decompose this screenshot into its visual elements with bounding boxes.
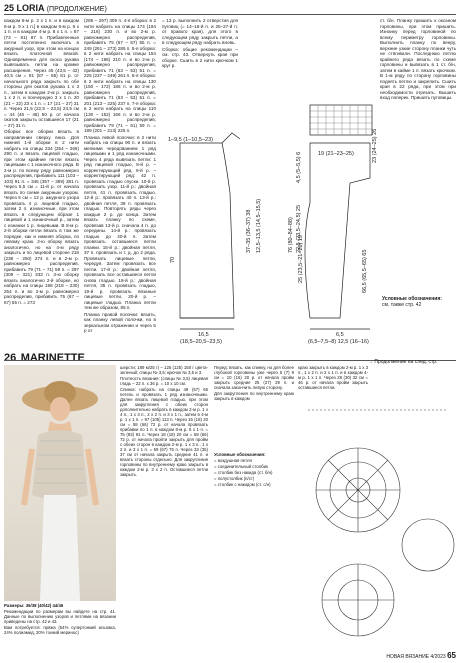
s2-paragraph: краю закрыть в каждом 2-м р. 1 x 3 п., 1 x 2 п. и 2 x 1 п. и в каждом 4-м р. 1 x 1 п. Через 28 (30) 32 см = 46 р. от начала пройм закрыть оставшиеся петли.	[298, 365, 368, 390]
dim-top-left: 1–9,5 (1–10,5–23)	[168, 137, 213, 143]
legend-title: Условные обозначения:	[382, 296, 442, 302]
dim-neck: 4,5 (5–5,5) 6	[296, 151, 302, 183]
materials-note: Вам потребуется: пряжа (54% супертонкий альпака, 24% полиамид, 20% тонкий меринос)	[4, 625, 116, 635]
marinette-legend	[214, 452, 292, 542]
sizes-line: Размеры: 36/38 (40/42) 44/46	[4, 603, 64, 608]
dim-bottom-right-sub: (6,5–7,5–8) 12,5 (16–16)	[308, 339, 369, 345]
marinette-column-2	[120, 365, 208, 661]
s2-legend-item: = столбик без накида (ст. б/н)	[214, 470, 273, 475]
section-title: LORIA	[16, 3, 45, 13]
dim-right-b: 19 (21–23–25)	[318, 151, 354, 157]
marinette-column-3	[214, 365, 294, 445]
s2-paragraph: Перед: вязать, как спинку, но для более глубокой горловины уже через 5 (7) 9 см = 10 (16) 20 р. от начала пройм закрыть средние 25 (27) 29 п. и сначала закончить левую сторону.	[214, 365, 294, 390]
dim-bottom-left-sub: (18,5–20,5–23,5)	[180, 339, 222, 345]
dim-right-a: 23 (24–25) 26	[372, 128, 378, 163]
page-number: 65	[447, 651, 456, 660]
s2-paragraph: шерсти; 189 м/25 г) – 125 (125) 150 г цвета-зеленый; спицы № 3,5; крючок № 3,5 и 3.	[120, 365, 208, 375]
magazine-name: НОВАЯ ВЯЗАНИЕ 4/2023	[386, 654, 446, 660]
col1-paragraph: каждом 8-м р. 2 x 1 п. и в каждом 6-м р. 9 x 1 п.] в каждом 6-м р. 6 x 1 п. и в каждом 4-м р. 8 x 1 п. = 87 (73 – 81) 87 п. Прибавленные петли постепенно включать в ажурный узор, при этом на концах вязать платочной вязкой. Одновременно для скоса рукава вывязывать петли на кромке расширения. Через 45 (43,5 – 42) 40,5 см = 91 (87 – 85) 81 р. от начального ряда закрыть по обе стороны для окатов рукава 1 x 3 п., затем в каждом 2-м р. закрыть 1 x 2 п. и поочередно 3 x 1 п. 20 (21 – 22) 23 x 1 п. = 17 (21 – 27) 31 п. Через 21,5 (22,5 – 23,5) 24,5 см = 44 (46 – 48) 50 р. от начала окатов закрыть оставшиеся 17 (21 – 27) 31 п.	[4, 18, 79, 128]
s2-legend-title: Условные обозначения:	[214, 452, 266, 457]
model-figure-image	[4, 365, 116, 601]
col3-paragraph: Сборка: общие рекомендации – см. стр. 43. Отвернуть края при сборке. Сшить в 2 нити крючком 1 круг р.	[162, 46, 238, 68]
dim-h25: 25 (23,5–21–20) 19	[298, 234, 304, 283]
s2-legend-item: = полустолбик (п/ст)	[214, 476, 255, 481]
dim-mid-a: 37–35 (36–37) 38	[246, 209, 252, 253]
dim-bottom-left: 16,5	[198, 332, 209, 338]
pattern-schematic	[160, 103, 390, 348]
dim-right-d: 76 (80–84–88)	[288, 217, 294, 253]
dim-left-length: 70	[170, 256, 176, 263]
dim-sleeve-h: 66,5 (65,5–65) 65	[362, 249, 368, 293]
section-header-loria	[4, 3, 456, 15]
s2-legend-item: = соединительный столбик	[214, 464, 268, 469]
crochet-motif-chart	[298, 370, 458, 650]
col4-paragraph: ст. б/н. Планку пришить к оксаном горловины, при этом пришить. Изнанку перед горловиной по всему периметру горловины. Выполнить планку по вееру, верхние узкие сторону планки чуть не стягивали. Последнюю петлю крайнего ряда вязать по схеме горловины и вывязать в 1 ст. б/н, затем в кайме 1 п. вязать крючком. В 1-м ряду по сторону горловины поднять петлю и закрепить. Сшить края в 22 ряда, при этом при необходимости отрезать. Вышить вход поперек. Пришить пуговицы.	[380, 18, 456, 100]
col1-paragraph: Оборки: все оборки вязать в направлении сверху вниз. Для нижней 1-й оборки в 2 нити набрать на спицы 234 (254 – 266) 290 п. и вязать лицевой гладью, при этом крайние петли вязать лицевыми с 1 изнаночного ряда. В 2-м р. по всему ряду равномерно распределив, прибавить 111 (103 – 103) 91 п. = 345 (357 – 369) 381 п. Через 5,5 см = 11-й р. от начала вязать по схеме ажурным узором. Через 5 см = 12 р. ажурного узора провязать 4 р. лицевой гладью, затем 2 п. изнаночные, при этом вязать в следующем образе 1 лицевой и 1 изнаночный р., затем с изнанки 1 р. лицевыми. В 8-м р. 2-й оборки петли вязать в том же порядке, как и нижняя оборка, по левому краю. 2-ю оборку вязать аналогично, но на 4-м ряду закрыть и по лицевой стороне 218 (238 – 250) 274 п. и в 2-м р. равномерно распределив, прибавить 79 (71 – 71) 59 п. = 297 (309 – 321) 333 п. 3-ю оборку вязать аналогично 2-й оборке, но набрать на спицы 198 (218 – 230) 254 п. и во 2-м р. равномерно распределив, прибавить 75 (67 – 67) 55 п. = 273	[4, 129, 79, 305]
loria-column-1	[4, 18, 79, 346]
s2-paragraph: Для закругления по внутреннему краю закрыть в каждом	[214, 391, 294, 401]
col2-paragraph: (285 – 297) 309 п. 4-я оборка: в 2 нити набрать на спицы 174 (194 – 216) 230 п. и во 2-м р. равномерно распределив, прибавить 75 (67 – 57) 55 п. = 249 (261 – 273) 285 п. 5-я оборка: в 2 нити набрать на спицы 154 (174 – 196) 210 п. и во 2-м р. равномерно распределив, прибавить 71 (63 – 53) 51 п. = 225 (237 – 249) 261 п. 6-я оборка: в 2 нити набрать на спицы 130 (150 – 172) 186 п. и во 2-м р. равномерно распределив, прибавить 71 (63 – 53) 51 п. = 201 (213 – 225) 237 п. 7-я оборка: в 2 нити набрать на спицы 110 (130 – 152) 166 п. и во 2-м р. равномерно распределив, прибавить 79 (71 – 61) 59 п. = 189 (201 – 213) 225 п.	[84, 18, 156, 133]
dim-right-c: 22,5 (23,5–24,5) 25	[296, 204, 302, 253]
dim-mid-b: 12,5–13,5 (14,5–15,5)	[256, 198, 262, 253]
arrow-right-icon: →	[368, 359, 375, 365]
col2-paragraph: Планка правой полочки: вязать, как планку левой полочки, но в зеркальном отражении и через 5 р от	[84, 311, 156, 333]
s2-legend-item: = воздушная петля	[214, 458, 252, 463]
col2-paragraph: Планка левой полочки: в 2 нити набрать на спицы 90 п. и вязать мелкими чередованием 1 ряд лицевыми и 1 ряд изнаночными. Через 4 ряда вывязать петли: 1 ряд лицевой гладью, 8-й р. – корректирующий ряд. 9-й р. – корректирующий ряд: 42 п. провязать гладью спуски. 10-й р. провязать узор. 11-й р.: двойная петля, 41 п. провязать гладью. 12-й р.: провязать 40 п. 13-й р.: двойная петля, 39 п. провязать гладью. Повторять ряды через каждые 2 р. до конца. Затем вязать планку по схеме, провязав 13-й р. сначала 4 п. до середины. 14-й р.: провязать гладью до 40-й п. Затем провязать оставшиеся петли планки. 15-й р.: двойная петля, 37 п. провязать и т. д. до 2 ряда. Провязать лицевые петли, чередуя. Затем провязать все петли. 17-й р.: двойная петля, провязать все оставшиеся петли снова гладью. 18-й р.: двойная петля, 35 п. провязать гладью, 19-й р. провязать вязаные лицевые петли, 20-й р. – лицевые гладью. Планка петли тем же образом, 85 п.	[84, 134, 156, 310]
sizes-note: Рекомендации по размерам вы найдете на стр. 41. Данные по выполнению узоров и петлями на вязании приведены на стр. 42 и 43.	[4, 609, 116, 624]
loria-legend	[382, 296, 456, 308]
legend-ref: см. также стр. 42	[382, 302, 422, 308]
page-footer	[300, 651, 456, 660]
continue-note	[368, 359, 437, 365]
section2-title: MARINETTE	[20, 352, 85, 364]
section-number: 25	[4, 3, 15, 13]
s2-legend-item: = столбик с накидом (ст. с/н)	[214, 482, 271, 487]
section2-number: 26	[4, 352, 17, 364]
s2-paragraph: Плотность вязания: (спицы № 3,5) лицевая гладь – 22 п. x 36 р. = 10 x 10 см.	[120, 376, 208, 386]
loria-column-2	[84, 18, 156, 346]
s2-paragraph: Спинка: набрать на спицы 49 (57) 65 петель и провязать 1 ряд изнаночными. Далее вязать лицевой гладью, при этом для закругления с обеих сторон дополнительно набрать в каждом 2-м р. 1 x 4 п., 1 x 3 п., 2 x 2 п. и 3 x 1 п., затем в 4-м р. 1 x 1 п. = 97 (105) 113 п. Через 16 (18) 20 см = 58 (66) 72 р. от начала провязать прибавки по 1 п. в каждом 8-м р. 5 x 1 п. = 75 (83) 91 п. Через 18 (18) 20 см = 58 (66) 72 р. от начала пройти закрыть для пройм с обеих сторон в каждом 2-м р. 1 x 3 п., 1 x 2 п. и 3 x 1 п. = 59 (67) 75 п. Через 33 (35) 37 см от начала закрыть средние 41 п. и вязать стороны отдельно. Для закругления горловины по внутреннему краю закрыть в каждом 2-м р. 3 x 2 п. Оставшиеся петли закрыть.	[120, 387, 208, 477]
section-continued: (ПРОДОЛЖЕНИЕ)	[46, 6, 107, 13]
dim-bottom-right: 6,5	[336, 332, 344, 338]
continue-text: Продолжение на след. стр.	[374, 359, 438, 365]
col3-paragraph: = 13 р. выполнить 2 отверстия для пуговиц (= 14–16-й п. и 25–27-й п. от правого края), для этого в следующем ряду закрыть петли, а в следующем ряду набрать вновь.	[162, 18, 238, 45]
marinette-column-1	[4, 603, 116, 661]
loria-column-4	[380, 18, 456, 148]
header-rule	[4, 14, 456, 15]
loria-column-3	[162, 18, 238, 102]
model-photo	[4, 365, 116, 601]
